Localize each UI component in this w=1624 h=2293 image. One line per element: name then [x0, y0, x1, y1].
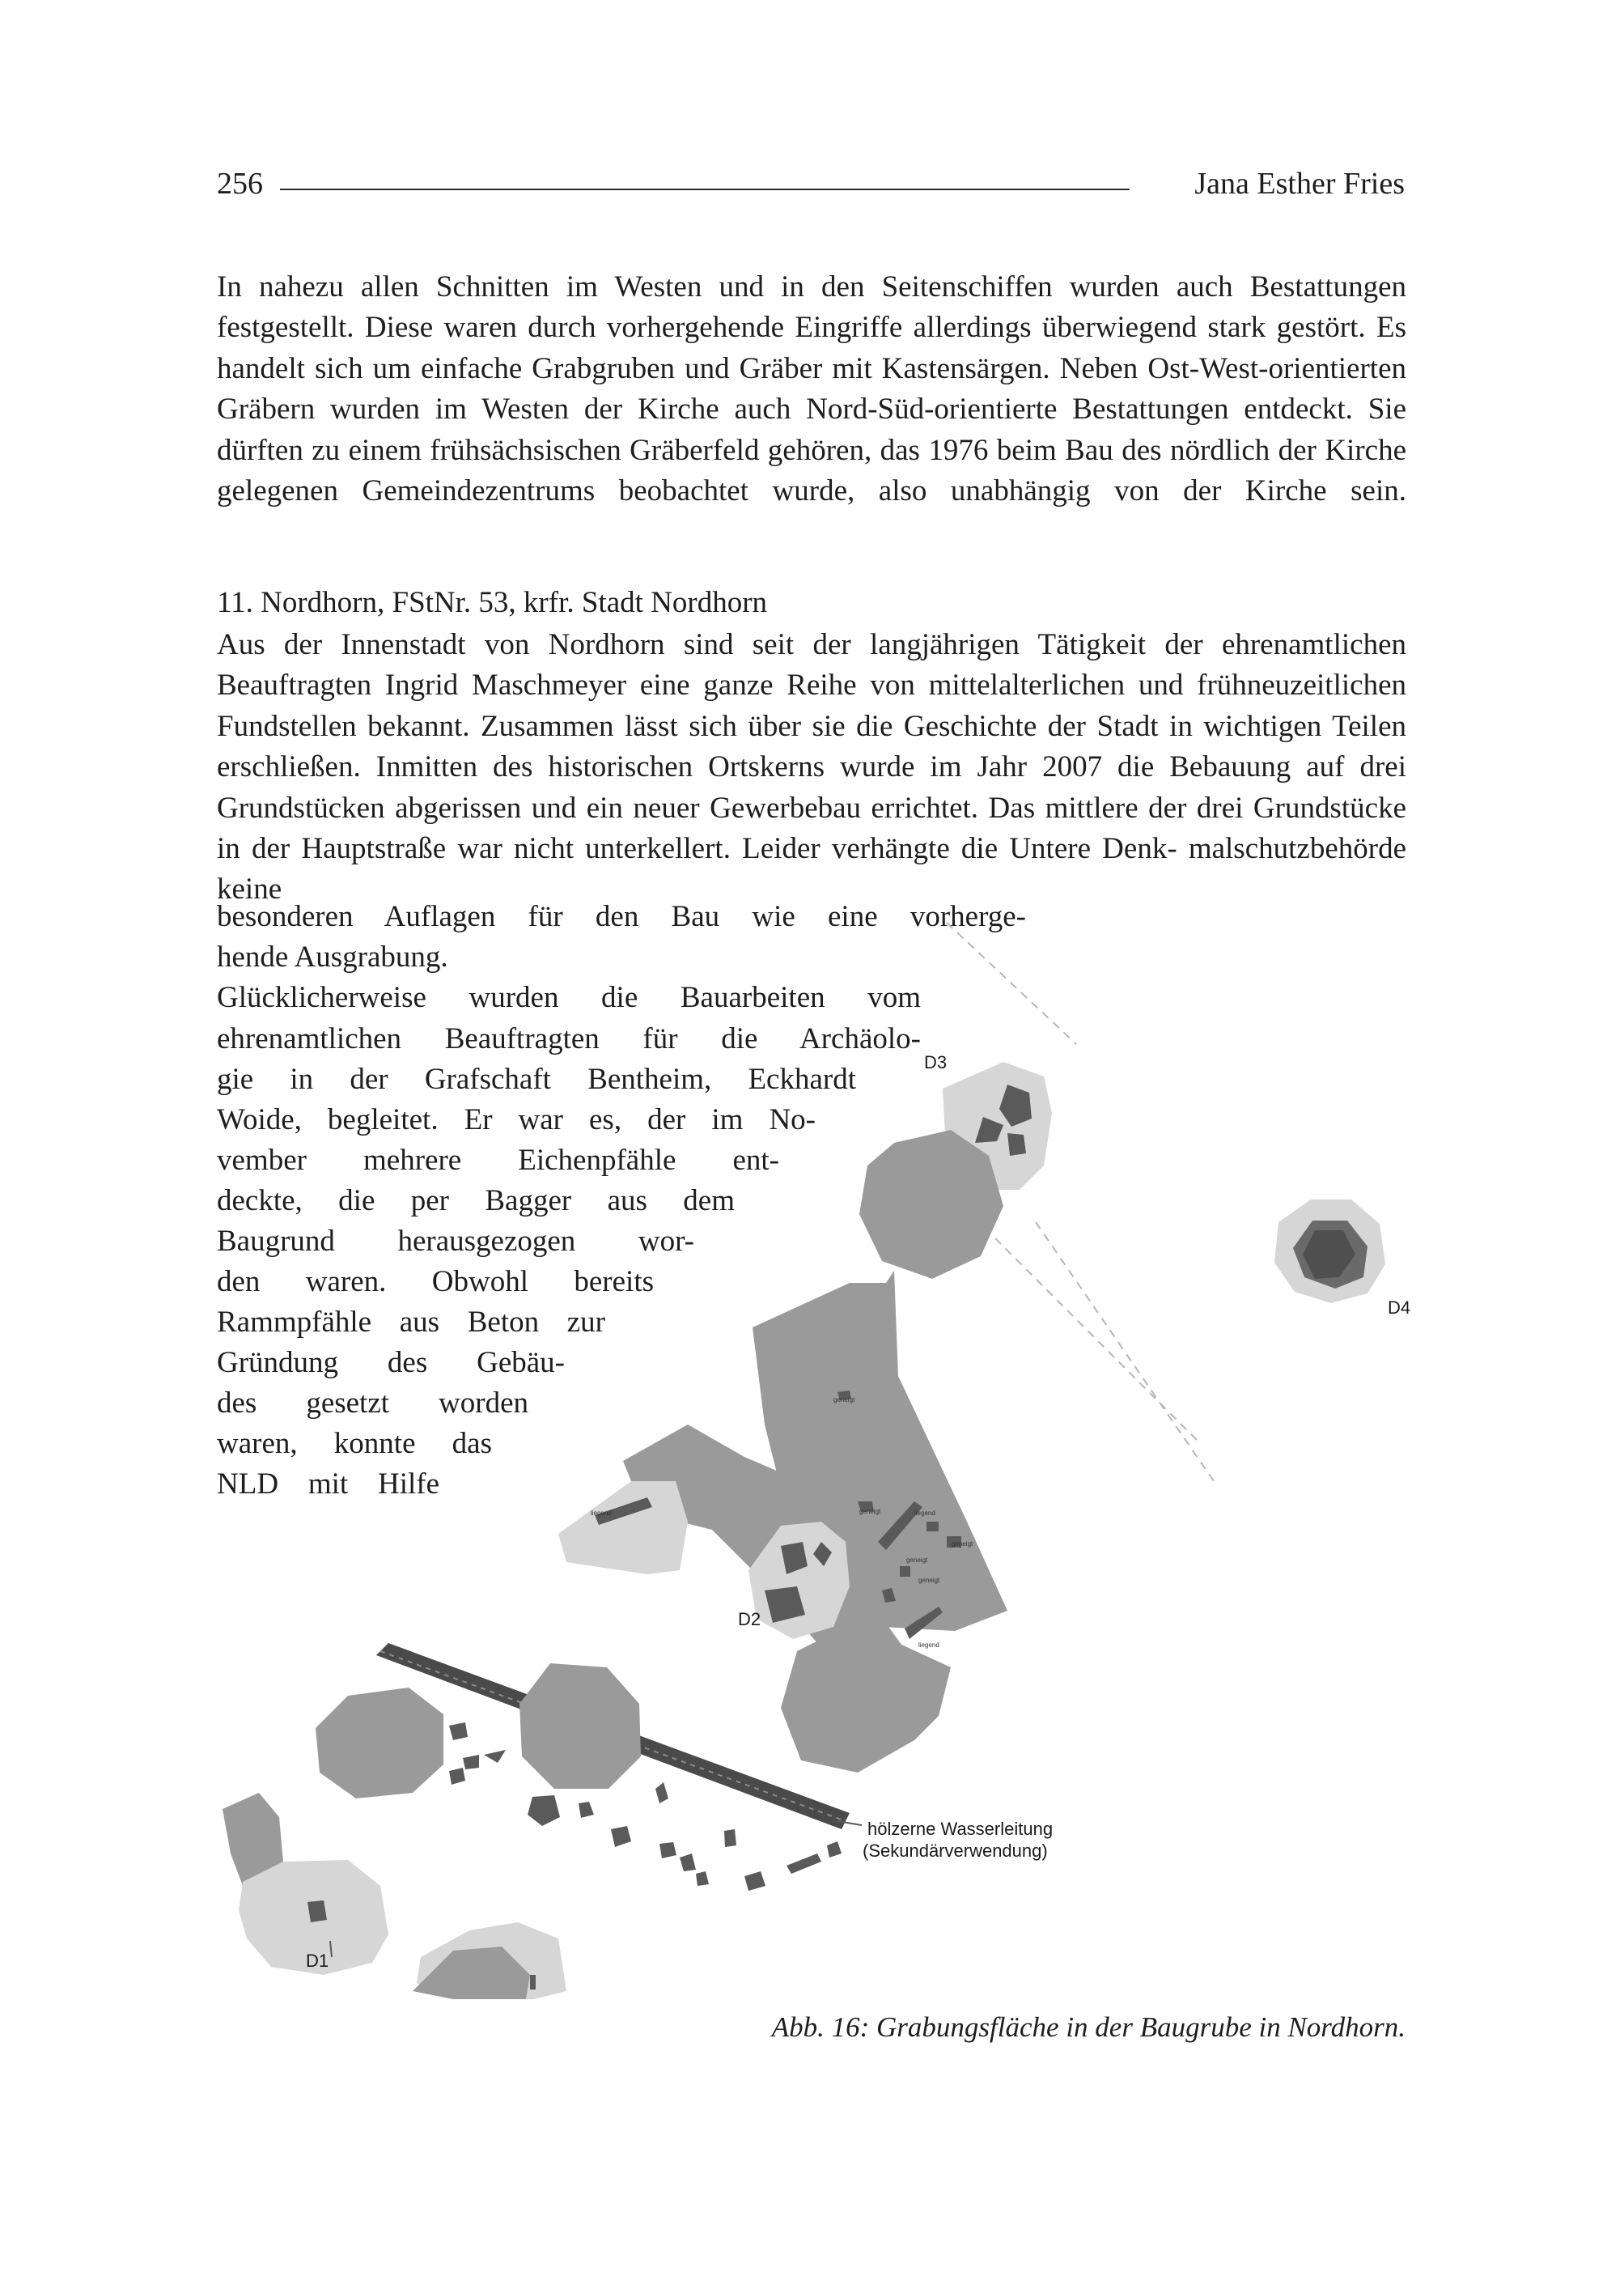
label-pipe-1: hölzerne Wasserleitung — [867, 1819, 1054, 1839]
feature-dark-stone — [926, 1522, 939, 1531]
paragraph-1: In nahezu allen Schnitten im Westen und in den Seitenschiffen wurden auch Bestattungen festgestellt. Diese waren durch vorhergehende Eingriffe allerdings überwiegend stark gestört. Es handelt sich um einfache Grabgruben und Gräber mit Kastensärgen. Neben Ost-West-orientierten Gräbern wurden im Westen der Kirche auch Nord-Süd-orientierte Bestattungen entdeckt. Sie dürften zu einem frühsächsischen Gräberfeld gehören, das 1976 beim Bau des nördlich der Kirche gelegenen Gemeindezentrums beobachtet wurde, also unabhängig von der Kirche sein. — [217, 270, 1406, 508]
section-heading: 11. Nordhorn, FStNr. 53, krfr. Stadt Nordhorn — [217, 586, 768, 619]
wrap-line: Baugrund herausgezogen wor- — [217, 1225, 694, 1258]
label-d3: D3 — [924, 1052, 948, 1072]
feature-pit-lower — [781, 1627, 951, 1773]
wrap-line: Gründung des Gebäu- — [217, 1346, 565, 1379]
wrap-line: Glücklicherweise wurden die Bauarbeiten vom — [217, 981, 921, 1014]
label-pipe-2: (Sekundärverwendung) — [863, 1841, 1048, 1861]
small-label: liegend — [918, 1641, 939, 1649]
small-label: geneigt — [952, 1540, 973, 1548]
page-number: 256 — [217, 167, 263, 201]
wrap-line: deckte, die per Bagger aus dem — [217, 1184, 735, 1217]
small-label: geneigt — [918, 1577, 940, 1584]
small-label: geneigt — [859, 1508, 881, 1515]
wrap-line: gie in der Grafschaft Bentheim, Eckhardt — [217, 1063, 856, 1096]
running-head: Jana Esther Fries — [1194, 167, 1405, 201]
feature-d1-stone — [307, 1900, 327, 1922]
label-d4: D4 — [1388, 1297, 1411, 1318]
wrap-line: vember mehrere Eichenpfähle ent- — [217, 1144, 779, 1177]
wrap-line: den waren. Obwohl bereits — [217, 1265, 654, 1298]
small-label: geneigt — [906, 1556, 928, 1564]
feature-posthole-area — [859, 1130, 1003, 1279]
feature-posthole-center — [519, 1663, 641, 1789]
wrap-line: Rammpfähle aus Beton zur — [217, 1306, 605, 1339]
wrap-line: Woide, begleitet. Er war es, der im No- — [217, 1103, 816, 1136]
label-d1: D1 — [306, 1951, 329, 1971]
small-label: liegend — [914, 1510, 935, 1517]
feature-dark-stone — [900, 1566, 910, 1577]
feature-d3-stone — [1007, 1133, 1026, 1156]
paragraph-2: Aus der Innenstadt von Nordhorn sind seit der langjährigen Tätigkeit der ehrenamtlichen Beauftragten Ingrid Maschmeyer eine ganze Reihe von mittelalterlichen und frühneuzeitlichen Fundstellen bekannt. Zusammen lässt sich über sie die Geschichte der Stadt in wichtigen Teilen erschließen. Inmitten des historischen Ortskerns wurde im Jahr 2007 die Bebauung auf drei Grundstücken abgerissen und ein neuer Gewerbebau errichtet. Das mittlere der drei Grundstücke in der Hauptstraße war nicht unterkellert. Leider verhängte die Untere Denk- malschutzbehörde keine — [217, 628, 1406, 907]
wrap-line: NLD mit Hilfe — [217, 1467, 439, 1501]
feature-light-area-left — [558, 1481, 688, 1574]
wrap-line: ehrenamtlichen Beauftragten für die Archäolo- — [217, 1022, 921, 1055]
wrap-line: besonderen Auflagen für den Bau wie eine vorherge- — [217, 900, 1026, 933]
wrap-line: waren, konnte das — [217, 1427, 492, 1460]
feature-posthole-left — [316, 1688, 443, 1798]
wrap-line: hende Ausgrabung. — [217, 941, 448, 974]
figure-caption: Abb. 16: Grabungsfläche in der Baugrube in Nordhorn. — [771, 2011, 1406, 2043]
small-label: liegend — [591, 1510, 612, 1517]
label-d2: D2 — [738, 1609, 761, 1629]
small-label: geneigt — [833, 1396, 855, 1403]
wrap-line: des gesetzt worden — [217, 1386, 528, 1420]
feature-bottom-stone — [530, 1975, 536, 1989]
